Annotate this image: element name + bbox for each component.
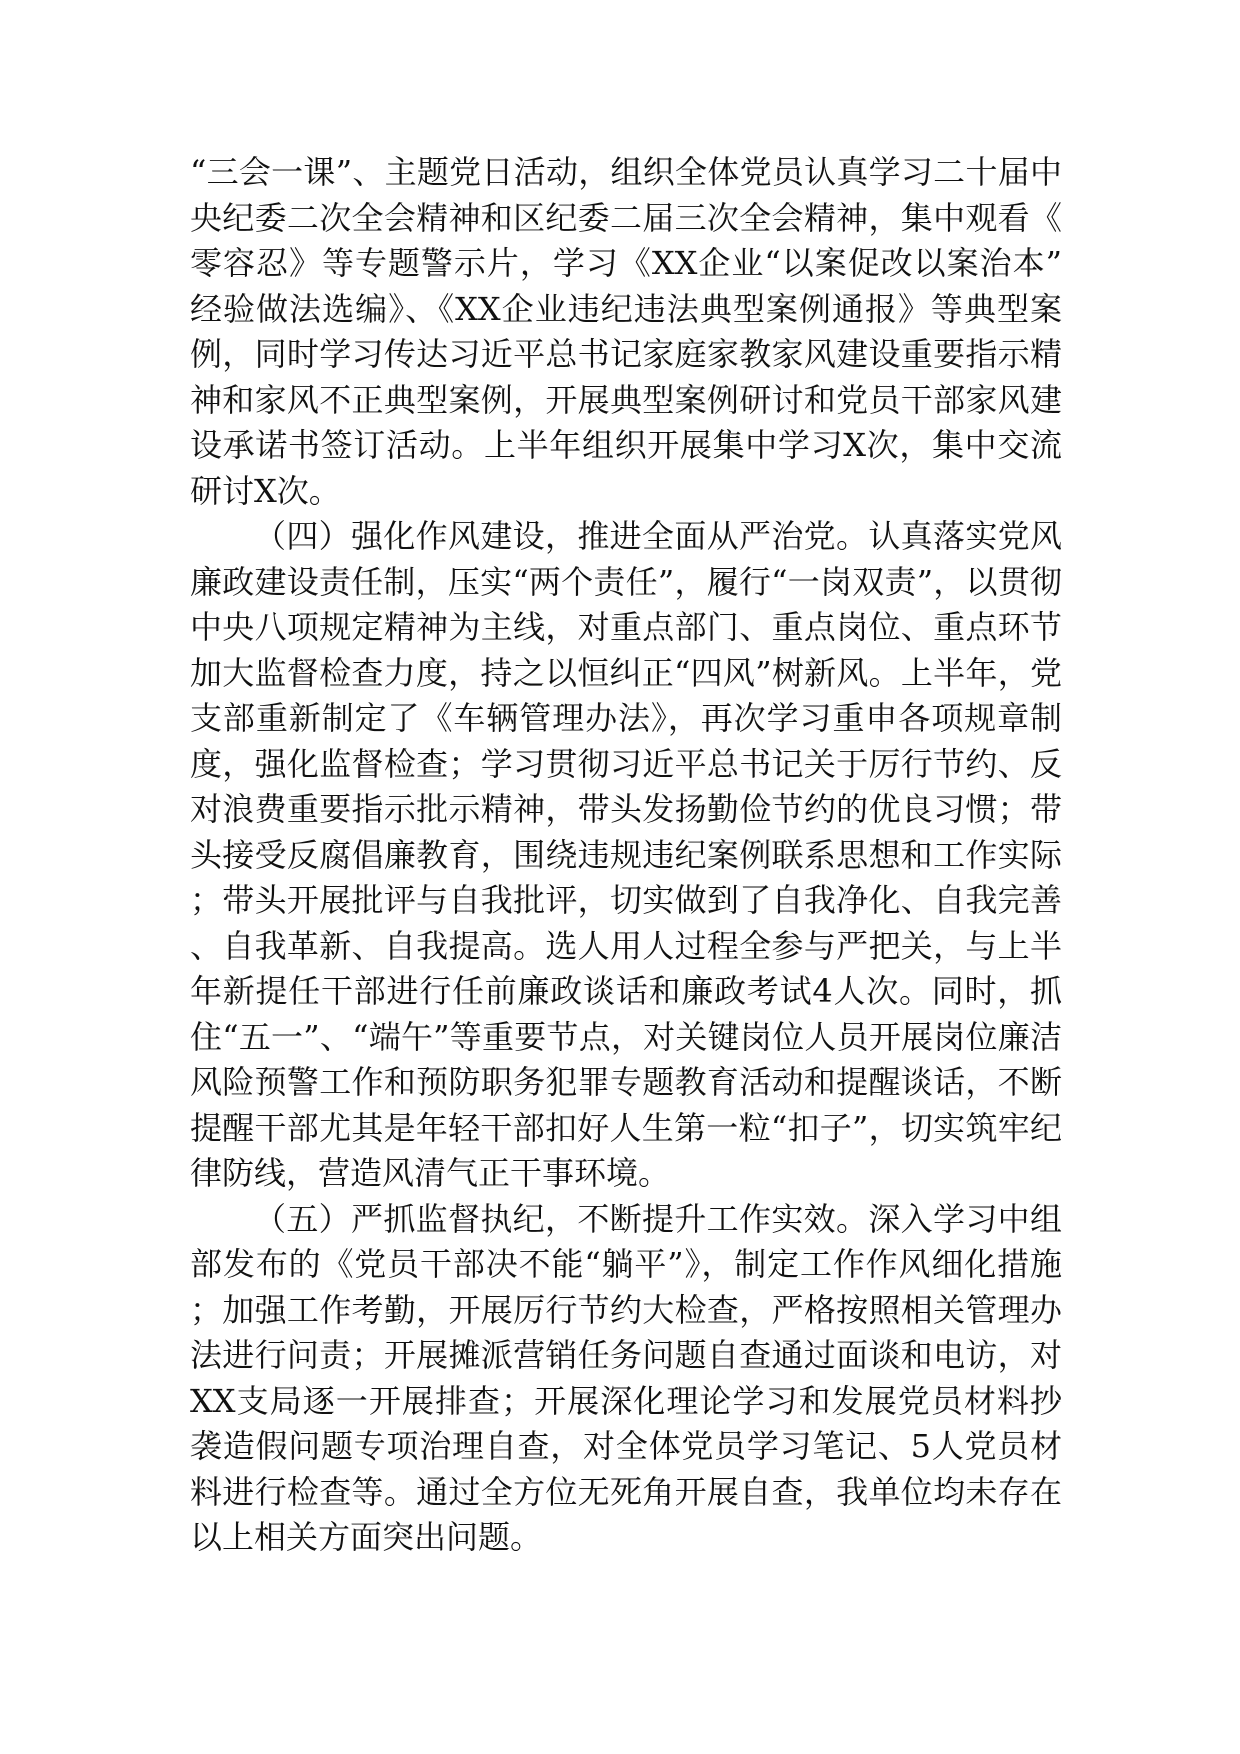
paragraph-section-4: （四）强化作风建设，推进全面从严治党。认真落实党风廉政建设责任制，压实“两个责任”，履行“一岗双责”，以贯彻中央八项规定精神为主线，对重点部门、重点岗位、重点环节加大监督检查力度，持之以恒纠正“四风”树新风。上半年，党支部重新制定了《车辆管理办法》，再次学习重申各项规章制度，强化监督检查；学习贯彻习近平总书记关于厉行节约、反对浪费重要指示批示精神，带头发扬勤俭节约的优良习惯；带头接受反腐倡廉教育，围绕违规违纪案例联系思想和工作实际；带头开展批评与自我批评，切实做到了自我净化、自我完善、自我革新、自我提高。选人用人过程全参与严把关，与上半年新提任干部进行任前廉政谈话和廉政考试4人次。同时，抓住“五一”、“端午”等重要节点，对关键岗位人员开展岗位廉洁风险预警工作和预防职务犯罪专题教育活动和提醒谈话，不断提醒干部尤其是年轻干部扣好人生第一粒“扣子”，切实筑牢纪律防线，营造风清气正干事环境。: [190, 517, 1062, 1192]
paragraph-continuation: “三会一课”、主题党日活动，组织全体党员认真学习二十届中央纪委二次全会精神和区纪委二届三次全会精神，集中观看《零容忍》等专题警示片，学习《XX企业“以案促改以案治本”经验做法选编》、《XX企业违纪违法典型案例通报》等典型案例，同时学习传达习近平总书记家庭家教家风建设重要指示精神和家风不正典型案例，开展典型案例研讨和党员干部家风建设承诺书签订活动。上半年组织开展集中学习X次，集中交流研讨X次。: [190, 153, 1062, 510]
document-body: [190, 150, 1062, 1561]
paragraph-section-5: （五）严抓监督执纪，不断提升工作实效。深入学习中组部发布的《党员干部决不能“躺平”》，制定工作作风细化措施；加强工作考勤，开展厉行节约大检查，严格按照相关管理办法进行问责；开展摊派营销任务问题自查通过面谈和电访，对XX支局逐一开展排查；开展深化理论学习和发展党员材料抄袭造假问题专项治理自查，对全体党员学习笔记、5人党员材料进行检查等。通过全方位无死角开展自查，我单位均未存在以上相关方面突出问题。: [190, 1199, 1062, 1556]
